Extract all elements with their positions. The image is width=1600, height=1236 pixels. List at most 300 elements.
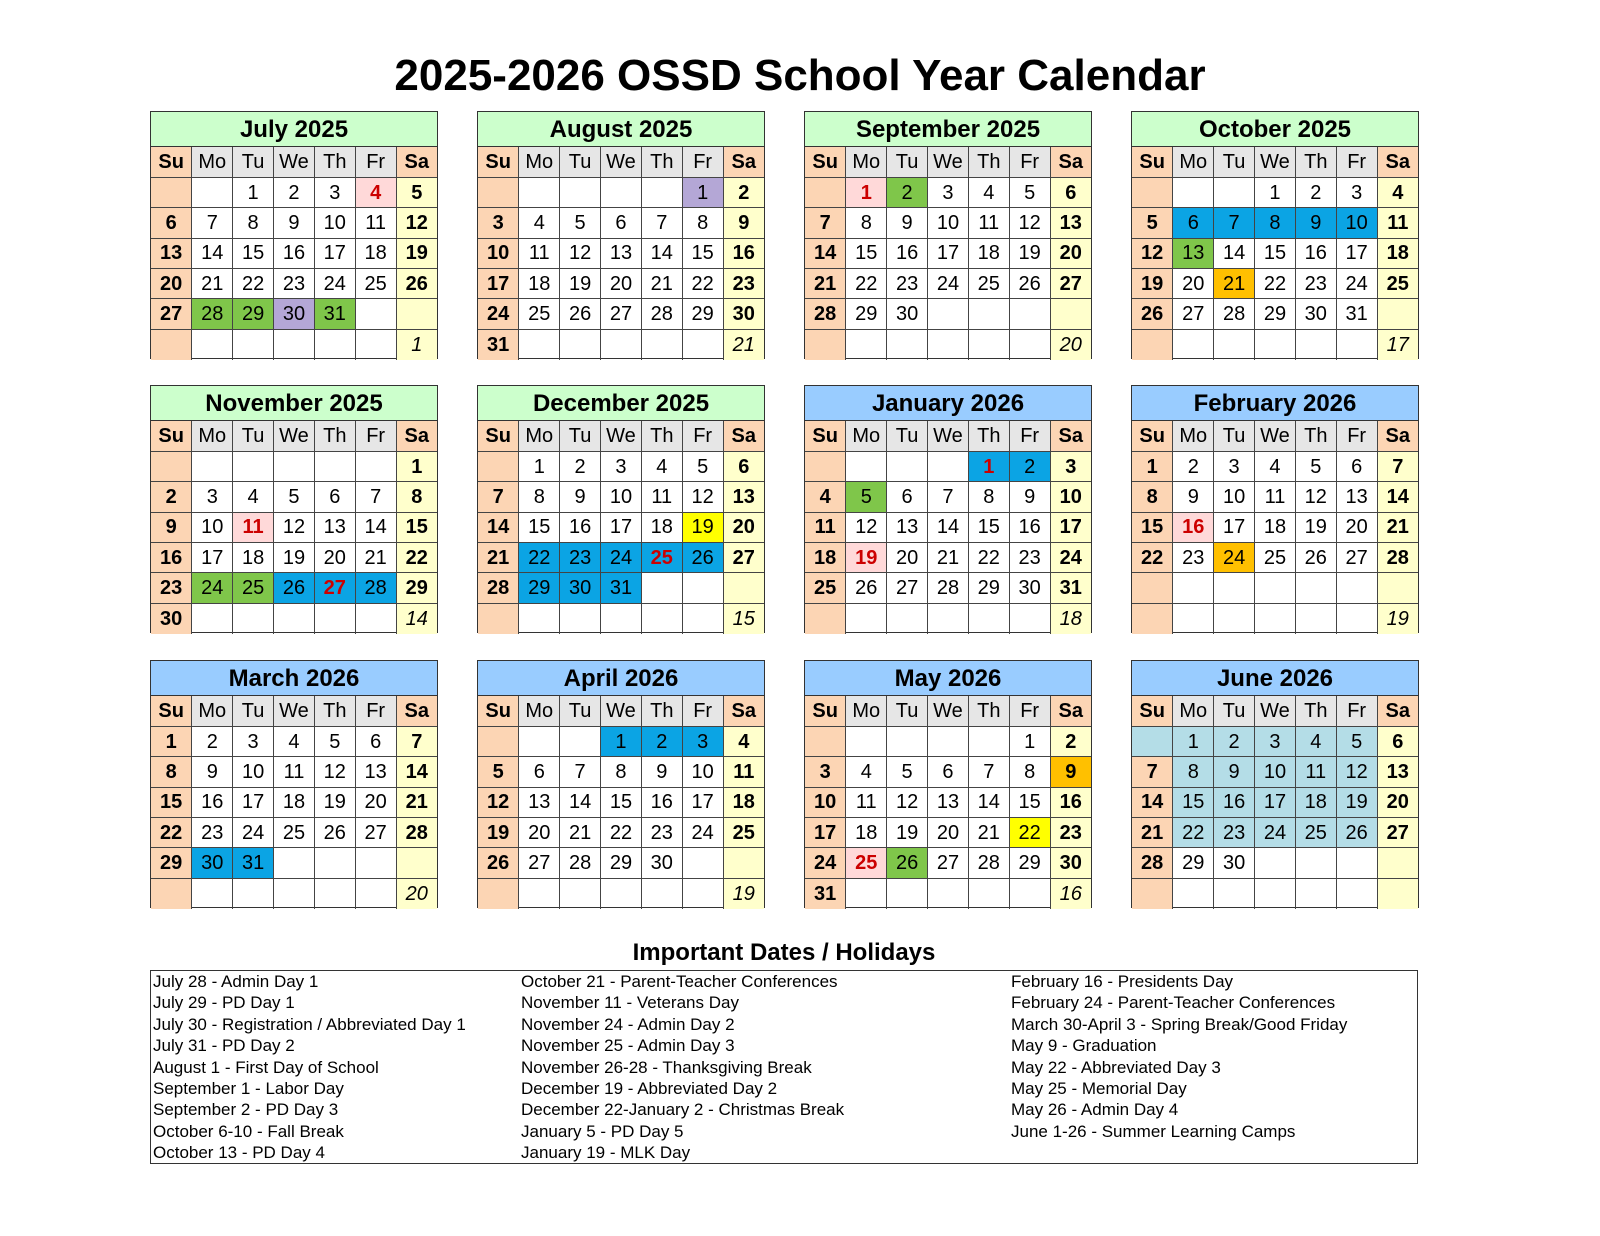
day-cell: 24 <box>233 818 274 848</box>
day-cell <box>805 177 846 207</box>
week-row <box>805 818 1091 848</box>
month-table <box>1132 696 1418 909</box>
day-cell <box>1336 878 1377 908</box>
day-cell: 21 <box>968 818 1009 848</box>
weekday-header: Th <box>314 421 355 451</box>
day-cell: 25 <box>1295 818 1336 848</box>
weekday-header: Fr <box>1009 696 1050 726</box>
day-cell <box>151 451 192 481</box>
day-cell: 10 <box>233 757 274 787</box>
school-day-count: 21 <box>723 329 764 359</box>
day-cell: 19 <box>560 269 601 299</box>
day-cell: 2 <box>274 177 315 207</box>
day-cell: 12 <box>274 512 315 542</box>
important-date-item: August 1 - First Day of School <box>153 1057 379 1077</box>
important-date-item: November 25 - Admin Day 3 <box>521 1036 735 1056</box>
week-row <box>805 543 1091 573</box>
day-cell: 16 <box>1009 512 1050 542</box>
day-cell <box>601 878 642 908</box>
day-cell: 29 <box>151 848 192 878</box>
day-cell <box>355 299 396 329</box>
day-cell: 9 <box>151 512 192 542</box>
month-table <box>478 421 764 634</box>
day-cell: 1 <box>601 726 642 756</box>
month-table <box>805 147 1091 360</box>
day-cell: 8 <box>1255 208 1296 238</box>
day-cell <box>1295 878 1336 908</box>
day-cell: 26 <box>274 573 315 603</box>
day-cell: 14 <box>928 512 969 542</box>
day-cell <box>192 177 233 207</box>
day-cell: 6 <box>1377 726 1418 756</box>
day-cell <box>1132 329 1173 359</box>
day-cell: 28 <box>560 848 601 878</box>
day-cell: 17 <box>233 787 274 817</box>
day-cell: 27 <box>601 299 642 329</box>
day-cell: 16 <box>1173 512 1214 542</box>
day-cell <box>1336 573 1377 603</box>
day-cell <box>968 726 1009 756</box>
day-cell: 16 <box>1295 238 1336 268</box>
important-dates-column-2 <box>521 971 844 1164</box>
day-cell: 2 <box>1050 726 1091 756</box>
day-cell: 10 <box>682 757 723 787</box>
day-cell: 13 <box>1377 757 1418 787</box>
day-cell: 15 <box>519 512 560 542</box>
day-cell: 11 <box>723 757 764 787</box>
weekday-header: Sa <box>1050 696 1091 726</box>
day-cell: 13 <box>1050 208 1091 238</box>
day-cell: 14 <box>641 238 682 268</box>
school-day-count: 1 <box>396 329 437 359</box>
day-cell: 23 <box>887 269 928 299</box>
day-cell <box>968 329 1009 359</box>
day-cell: 26 <box>1336 818 1377 848</box>
day-cell: 24 <box>928 269 969 299</box>
week-row <box>478 818 764 848</box>
day-cell <box>1295 329 1336 359</box>
week-row <box>151 603 437 633</box>
weekday-header: Tu <box>560 696 601 726</box>
weekday-header: Mo <box>846 147 887 177</box>
week-row <box>805 573 1091 603</box>
day-cell: 23 <box>723 269 764 299</box>
day-cell <box>846 726 887 756</box>
day-cell <box>1009 329 1050 359</box>
weekday-header: Tu <box>887 696 928 726</box>
day-cell: 30 <box>1295 299 1336 329</box>
day-cell: 5 <box>682 451 723 481</box>
day-cell: 6 <box>723 451 764 481</box>
day-cell: 18 <box>805 543 846 573</box>
day-cell: 17 <box>192 543 233 573</box>
day-cell <box>1173 329 1214 359</box>
day-cell: 21 <box>355 543 396 573</box>
month-title: November 2025 <box>151 386 437 421</box>
month-table <box>1132 421 1418 634</box>
week-row <box>805 238 1091 268</box>
day-cell <box>601 603 642 633</box>
day-cell: 5 <box>396 177 437 207</box>
weekday-header: Mo <box>1173 696 1214 726</box>
day-cell: 11 <box>355 208 396 238</box>
week-row <box>478 451 764 481</box>
day-cell: 20 <box>1377 787 1418 817</box>
weekday-header: Sa <box>723 147 764 177</box>
day-cell <box>723 573 764 603</box>
week-row <box>1132 603 1418 633</box>
day-cell: 5 <box>887 757 928 787</box>
day-cell: 9 <box>1050 757 1091 787</box>
day-cell: 11 <box>233 512 274 542</box>
day-cell: 15 <box>1173 787 1214 817</box>
day-cell <box>519 329 560 359</box>
day-cell: 28 <box>396 818 437 848</box>
day-cell <box>560 329 601 359</box>
day-cell: 21 <box>560 818 601 848</box>
day-cell <box>519 177 560 207</box>
weekday-header: Sa <box>723 696 764 726</box>
week-row <box>478 208 764 238</box>
day-cell: 28 <box>355 573 396 603</box>
day-cell: 27 <box>1173 299 1214 329</box>
day-cell: 5 <box>1336 726 1377 756</box>
day-cell <box>682 603 723 633</box>
day-cell: 7 <box>560 757 601 787</box>
day-cell: 3 <box>1214 451 1255 481</box>
weekday-header: Sa <box>396 147 437 177</box>
day-cell: 30 <box>274 299 315 329</box>
day-cell: 26 <box>1132 299 1173 329</box>
day-cell <box>928 603 969 633</box>
day-cell <box>274 329 315 359</box>
day-cell: 25 <box>1377 269 1418 299</box>
day-cell: 29 <box>682 299 723 329</box>
weekday-header: Su <box>151 696 192 726</box>
day-cell <box>233 329 274 359</box>
week-row <box>151 512 437 542</box>
weekday-header: Fr <box>355 421 396 451</box>
day-cell: 5 <box>846 482 887 512</box>
day-cell: 17 <box>1255 787 1296 817</box>
important-date-item: February 16 - Presidents Day <box>1011 972 1234 991</box>
day-cell: 7 <box>1214 208 1255 238</box>
day-cell: 2 <box>641 726 682 756</box>
day-cell: 18 <box>1295 787 1336 817</box>
weekday-header: Th <box>1295 147 1336 177</box>
day-cell: 22 <box>151 818 192 848</box>
day-cell: 11 <box>274 757 315 787</box>
day-cell: 3 <box>192 482 233 512</box>
day-cell: 27 <box>1377 818 1418 848</box>
day-cell <box>641 329 682 359</box>
day-cell <box>928 451 969 481</box>
day-cell: 7 <box>1377 451 1418 481</box>
day-cell: 25 <box>1255 543 1296 573</box>
month-calendar <box>150 111 438 359</box>
weekday-header: We <box>274 421 315 451</box>
month-title: December 2025 <box>478 386 764 421</box>
week-row <box>151 269 437 299</box>
day-cell <box>1173 603 1214 633</box>
day-cell: 31 <box>601 573 642 603</box>
weekday-header: Su <box>151 421 192 451</box>
day-cell: 15 <box>968 512 1009 542</box>
day-cell: 9 <box>1295 208 1336 238</box>
day-cell: 20 <box>887 543 928 573</box>
day-cell: 8 <box>233 208 274 238</box>
important-dates-column-3 <box>1011 971 1347 1142</box>
day-cell <box>192 451 233 481</box>
week-row <box>151 573 437 603</box>
day-cell: 30 <box>560 573 601 603</box>
day-cell <box>723 848 764 878</box>
month-title: January 2026 <box>805 386 1091 421</box>
day-cell: 19 <box>1336 787 1377 817</box>
week-row <box>478 177 764 207</box>
day-cell: 25 <box>641 543 682 573</box>
day-cell: 11 <box>968 208 1009 238</box>
week-row <box>151 482 437 512</box>
day-cell: 12 <box>478 787 519 817</box>
day-cell: 28 <box>641 299 682 329</box>
day-cell: 20 <box>1336 512 1377 542</box>
day-cell: 6 <box>355 726 396 756</box>
day-cell: 24 <box>314 269 355 299</box>
day-cell: 4 <box>641 451 682 481</box>
day-cell <box>682 329 723 359</box>
day-cell: 26 <box>846 573 887 603</box>
day-cell: 1 <box>1173 726 1214 756</box>
day-cell <box>1295 848 1336 878</box>
day-cell: 7 <box>355 482 396 512</box>
day-cell: 23 <box>1214 818 1255 848</box>
day-cell: 28 <box>968 848 1009 878</box>
day-cell: 22 <box>846 269 887 299</box>
day-cell: 22 <box>233 269 274 299</box>
week-row <box>805 269 1091 299</box>
week-row <box>478 238 764 268</box>
day-cell: 30 <box>723 299 764 329</box>
day-cell: 17 <box>682 787 723 817</box>
day-cell <box>968 299 1009 329</box>
week-row <box>151 299 437 329</box>
day-cell: 3 <box>1255 726 1296 756</box>
day-cell: 12 <box>560 238 601 268</box>
day-cell: 13 <box>355 757 396 787</box>
day-cell: 10 <box>192 512 233 542</box>
day-cell: 13 <box>887 512 928 542</box>
day-cell: 25 <box>519 299 560 329</box>
day-cell <box>1132 177 1173 207</box>
weekday-header: We <box>274 696 315 726</box>
day-cell: 10 <box>1255 757 1296 787</box>
day-cell <box>805 451 846 481</box>
day-cell: 12 <box>1009 208 1050 238</box>
week-row <box>1132 787 1418 817</box>
day-cell: 8 <box>846 208 887 238</box>
day-cell: 6 <box>1173 208 1214 238</box>
day-cell: 29 <box>968 573 1009 603</box>
day-cell <box>928 726 969 756</box>
day-cell: 21 <box>641 269 682 299</box>
day-cell: 25 <box>233 573 274 603</box>
important-date-item: November 24 - Admin Day 2 <box>521 1014 735 1034</box>
day-cell: 21 <box>1132 818 1173 848</box>
weekday-header: Th <box>1295 696 1336 726</box>
week-row <box>478 848 764 878</box>
day-cell: 17 <box>1214 512 1255 542</box>
day-cell: 24 <box>682 818 723 848</box>
day-cell: 6 <box>1050 177 1091 207</box>
month-calendar <box>1131 385 1419 633</box>
important-date-item: October 13 - PD Day 4 <box>153 1143 325 1163</box>
weekday-header: We <box>1255 421 1296 451</box>
month-title: October 2025 <box>1132 112 1418 147</box>
week-row <box>151 329 437 359</box>
weekday-header: Fr <box>355 696 396 726</box>
day-cell: 18 <box>1377 238 1418 268</box>
school-day-count <box>1377 878 1418 908</box>
week-row <box>1132 177 1418 207</box>
important-date-item: January 19 - MLK Day <box>521 1143 691 1163</box>
day-cell: 28 <box>1132 848 1173 878</box>
day-cell: 24 <box>192 573 233 603</box>
day-cell: 17 <box>478 269 519 299</box>
day-cell: 23 <box>1009 543 1050 573</box>
week-row <box>478 269 764 299</box>
day-cell: 18 <box>355 238 396 268</box>
day-cell: 27 <box>355 818 396 848</box>
day-cell: 22 <box>1009 818 1050 848</box>
day-cell: 20 <box>355 787 396 817</box>
month-table <box>805 421 1091 634</box>
day-cell <box>1295 573 1336 603</box>
day-cell <box>233 603 274 633</box>
day-cell: 19 <box>274 543 315 573</box>
weekday-header: Fr <box>1336 147 1377 177</box>
day-cell: 4 <box>274 726 315 756</box>
week-row <box>1132 726 1418 756</box>
day-cell: 13 <box>1336 482 1377 512</box>
week-row <box>1132 451 1418 481</box>
week-row <box>478 573 764 603</box>
weekday-header: We <box>1255 696 1296 726</box>
day-cell: 18 <box>519 269 560 299</box>
day-cell: 20 <box>601 269 642 299</box>
day-cell: 28 <box>1377 543 1418 573</box>
day-cell: 15 <box>682 238 723 268</box>
important-date-item: December 22-January 2 - Christmas Break <box>521 1100 845 1120</box>
day-cell: 2 <box>1173 451 1214 481</box>
week-row <box>1132 757 1418 787</box>
day-cell: 15 <box>1009 787 1050 817</box>
day-cell: 10 <box>805 787 846 817</box>
day-cell: 29 <box>601 848 642 878</box>
day-cell: 8 <box>1009 757 1050 787</box>
weekday-header: Sa <box>1377 147 1418 177</box>
week-row <box>805 726 1091 756</box>
day-cell <box>1377 299 1418 329</box>
day-cell <box>355 878 396 908</box>
day-cell: 20 <box>723 512 764 542</box>
school-day-count: 17 <box>1377 329 1418 359</box>
important-date-item: May 25 - Memorial Day <box>1011 1079 1187 1099</box>
day-cell: 19 <box>1132 269 1173 299</box>
day-cell: 10 <box>1050 482 1091 512</box>
day-cell: 7 <box>641 208 682 238</box>
week-row <box>805 878 1091 908</box>
day-cell <box>1255 878 1296 908</box>
week-row <box>151 451 437 481</box>
day-cell: 30 <box>151 603 192 633</box>
day-cell: 26 <box>396 269 437 299</box>
day-cell <box>1173 878 1214 908</box>
weekday-header: Tu <box>233 421 274 451</box>
day-cell: 16 <box>723 238 764 268</box>
day-cell: 19 <box>887 818 928 848</box>
day-cell <box>682 573 723 603</box>
day-cell: 6 <box>314 482 355 512</box>
week-row <box>151 757 437 787</box>
month-table <box>151 421 437 634</box>
day-cell <box>887 451 928 481</box>
day-cell <box>1173 177 1214 207</box>
day-cell <box>478 603 519 633</box>
day-cell <box>1050 299 1091 329</box>
school-day-count: 19 <box>1377 603 1418 633</box>
month-title: July 2025 <box>151 112 437 147</box>
day-cell <box>846 878 887 908</box>
day-cell <box>601 177 642 207</box>
weekday-header: Sa <box>723 421 764 451</box>
weekday-header: Su <box>1132 147 1173 177</box>
school-day-count: 15 <box>723 603 764 633</box>
week-row <box>478 482 764 512</box>
week-row <box>805 512 1091 542</box>
day-cell: 8 <box>519 482 560 512</box>
day-cell: 6 <box>1336 451 1377 481</box>
day-cell <box>1255 603 1296 633</box>
day-cell <box>355 329 396 359</box>
day-cell: 10 <box>1336 208 1377 238</box>
day-cell: 8 <box>1132 482 1173 512</box>
week-row <box>1132 543 1418 573</box>
day-cell <box>1336 603 1377 633</box>
day-cell: 31 <box>314 299 355 329</box>
day-cell: 29 <box>1009 848 1050 878</box>
month-title: February 2026 <box>1132 386 1418 421</box>
day-cell: 17 <box>928 238 969 268</box>
important-date-item: November 11 - Veterans Day <box>521 993 739 1013</box>
day-cell: 22 <box>1173 818 1214 848</box>
day-cell: 4 <box>233 482 274 512</box>
day-cell: 11 <box>1377 208 1418 238</box>
day-cell: 2 <box>887 177 928 207</box>
day-cell: 21 <box>1377 512 1418 542</box>
weekday-header: Mo <box>192 421 233 451</box>
day-cell: 28 <box>1214 299 1255 329</box>
month-calendar <box>150 660 438 908</box>
week-row <box>805 482 1091 512</box>
day-cell: 23 <box>192 818 233 848</box>
day-cell: 20 <box>151 269 192 299</box>
day-cell: 4 <box>355 177 396 207</box>
day-cell: 5 <box>274 482 315 512</box>
day-cell: 26 <box>682 543 723 573</box>
important-dates-heading: Important Dates / Holidays <box>632 939 936 966</box>
weekday-header: Th <box>641 147 682 177</box>
